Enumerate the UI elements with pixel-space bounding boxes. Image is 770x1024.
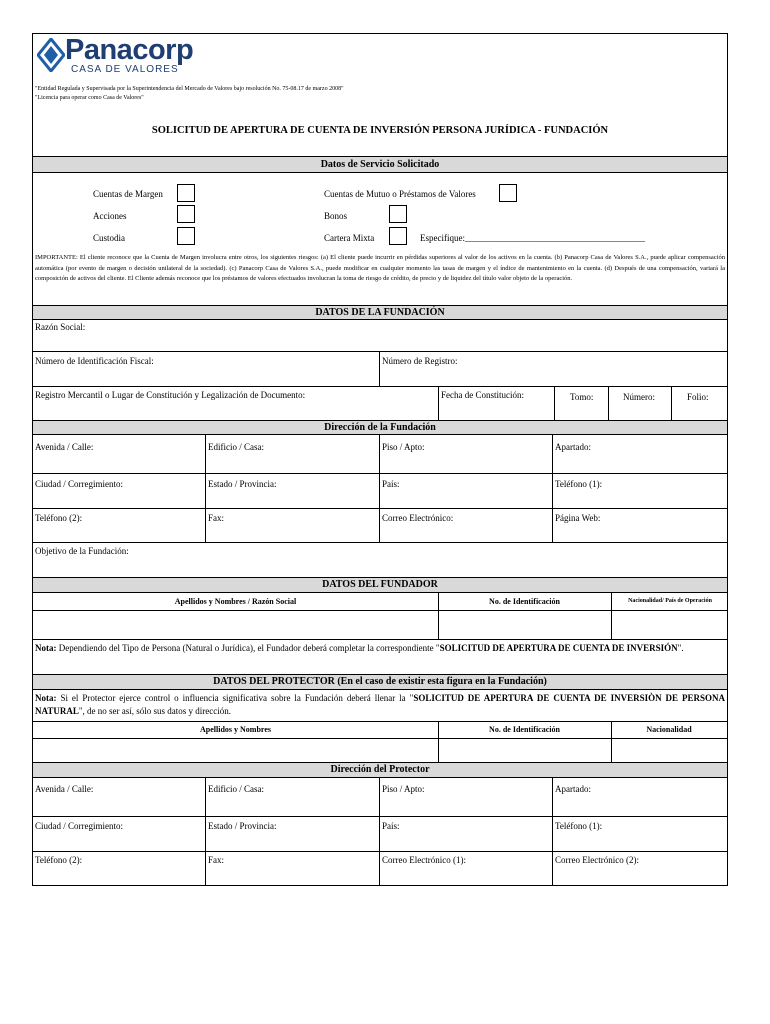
tomo-field[interactable]: Tomo: bbox=[570, 392, 594, 402]
section-fundador: DATOS DEL FUNDADOR bbox=[33, 577, 727, 593]
especifique-field[interactable]: Especifique:________________________________________ bbox=[420, 233, 645, 243]
fundador-row[interactable] bbox=[33, 611, 727, 639]
nif-field[interactable]: Número de Identificación Fiscal: bbox=[35, 356, 154, 366]
option-acciones-label: Acciones bbox=[93, 211, 127, 221]
option-margen-label: Cuentas de Margen bbox=[93, 189, 163, 199]
protector-col-nombres: Apellidos y Nombres bbox=[200, 725, 271, 734]
folio-field[interactable]: Folio: bbox=[687, 392, 709, 402]
fundador-col-id: No. de Identificación bbox=[489, 597, 560, 606]
fund-telefono1-field[interactable]: Teléfono (1): bbox=[555, 479, 603, 489]
fund-edificio-field[interactable]: Edificio / Casa: bbox=[208, 442, 264, 452]
option-bonos-label: Bonos bbox=[324, 211, 348, 221]
section-direccion-fundacion: Dirección de la Fundación bbox=[33, 420, 727, 435]
brand-name: Panacorp bbox=[65, 34, 194, 66]
prot-telefono1-field[interactable]: Teléfono (1): bbox=[555, 821, 603, 831]
protector-note-bold: SOLICITUD DE APERTURA DE CUENTA DE INVERSIÒN DE PERSONA NATURAL bbox=[35, 693, 725, 716]
prot-pais-field[interactable]: País: bbox=[382, 821, 400, 831]
section-servicio: Datos de Servicio Solicitado bbox=[33, 156, 727, 173]
checkbox-acciones[interactable] bbox=[177, 205, 195, 223]
prot-telefono2-field[interactable]: Teléfono (2): bbox=[35, 855, 83, 865]
diamond-logo-icon bbox=[37, 38, 65, 72]
option-custodia-label: Custodia bbox=[93, 233, 126, 243]
protector-note-label: Nota: bbox=[35, 693, 57, 703]
fund-piso-field[interactable]: Piso / Apto: bbox=[382, 442, 425, 452]
protector-note-text: Si el Protector ejerce control o influencia significativa sobre la Fundación deberá llenar la " bbox=[56, 693, 414, 703]
fund-correo-field[interactable]: Correo Electrónico: bbox=[382, 513, 454, 523]
prot-edificio-field[interactable]: Edificio / Casa: bbox=[208, 784, 264, 794]
importante-notice: IMPORTANTE: El cliente reconoce que la Cuenta de Margen involucra entre otros, los siguientes riesgos: (a) El cliente puede incurrir en pérdidas superiores al valor de los activos en la cuenta. (b) Panacorp Casa de Valores S.A., puede aplicar compensación automática (por evento de margen o decisión unilateral de la sociedad). (c) Panacorp Casa de Valores S.A., puede modificar en cualquier momento las tasas de margen y el índice de mantenimiento en la cuenta. (d) Después de una compensación, variará la composición de activos del cliente. El Cliente además reconoce que los préstamos de valores efectuados involucran la toma de riesgo de crédito, de precio y de liquidez del título valor objeto de la operación. bbox=[35, 254, 725, 282]
prot-avenida-field[interactable]: Avenida / Calle: bbox=[35, 784, 94, 794]
fund-web-field[interactable]: Página Web: bbox=[555, 513, 601, 523]
fecha-constitucion-field[interactable]: Fecha de Constitución: bbox=[441, 390, 524, 400]
checkbox-mutuo[interactable] bbox=[499, 184, 517, 202]
regulation-line: "Entidad Regulada y Supervisada por la Superintendencia del Mercado de Valores bajo resolución No. 75-08.17 de marzo 2008" bbox=[35, 86, 344, 92]
option-mutuo-label: Cuentas de Mutuo o Préstamos de Valores bbox=[324, 189, 476, 199]
protector-note-end: ", de no ser así, sólo sus datos y dirección. bbox=[78, 706, 231, 716]
protector-note bbox=[35, 692, 725, 718]
prot-fax-field[interactable]: Fax: bbox=[208, 855, 225, 865]
fund-apartado-field[interactable]: Apartado: bbox=[555, 442, 591, 452]
protector-col-nacionalidad: Nacionalidad bbox=[646, 725, 692, 734]
prot-apartado-field[interactable]: Apartado: bbox=[555, 784, 591, 794]
license-line: "Licencia para operar como Casa de Valores" bbox=[35, 95, 144, 101]
prot-estado-field[interactable]: Estado / Provincia: bbox=[208, 821, 277, 831]
checkbox-mixta[interactable] bbox=[389, 227, 407, 245]
razon-social-field[interactable]: Razón Social: bbox=[35, 322, 86, 332]
num-registro-field[interactable]: Número de Registro: bbox=[382, 356, 458, 366]
fundador-col-nombres: Apellidos y Nombres / Razón Social bbox=[174, 597, 297, 606]
numero-field[interactable]: Número: bbox=[623, 392, 655, 402]
fundador-note-text: Dependiendo del Tipo de Persona (Natural o Jurídica), el Fundador deberá completar la correspondiente " bbox=[56, 643, 440, 653]
fund-pais-field[interactable]: País: bbox=[382, 479, 400, 489]
checkbox-bonos[interactable] bbox=[389, 205, 407, 223]
fundador-note-end: ". bbox=[677, 643, 684, 653]
section-direccion-protector: Dirección del Protector bbox=[33, 762, 727, 778]
fund-fax-field[interactable]: Fax: bbox=[208, 513, 225, 523]
fundador-note-label: Nota: bbox=[35, 643, 57, 653]
section-fundacion: DATOS DE LA FUNDACIÓN bbox=[33, 305, 727, 320]
section-protector: DATOS DEL PROTECTOR (En el caso de existir esta figura en la Fundación) bbox=[33, 674, 727, 690]
form-title: SOLICITUD DE APERTURA DE CUENTA DE INVERSIÓN PERSONA JURÍDICA - FUNDACIÓN bbox=[151, 125, 609, 136]
checkbox-custodia[interactable] bbox=[177, 227, 195, 245]
prot-correo1-field[interactable]: Correo Electrónico (1): bbox=[382, 855, 466, 865]
fundador-col-nacionalidad: Nacionalidad/ País de Operación bbox=[628, 598, 712, 604]
fund-telefono2-field[interactable]: Teléfono (2): bbox=[35, 513, 83, 523]
fundador-note-bold: SOLICITUD DE APERTURA DE CUENTA DE INVERSIÓN bbox=[439, 643, 678, 653]
checkbox-margen[interactable] bbox=[177, 184, 195, 202]
account-opening-form bbox=[32, 33, 728, 886]
fund-avenida-field[interactable]: Avenida / Calle: bbox=[35, 442, 94, 452]
protector-row[interactable] bbox=[33, 739, 727, 762]
panacorp-logo bbox=[37, 36, 237, 76]
fund-estado-field[interactable]: Estado / Provincia: bbox=[208, 479, 277, 489]
brand-subtitle: CASA DE VALORES bbox=[71, 64, 179, 75]
protector-col-id: No. de Identificación bbox=[489, 725, 560, 734]
prot-piso-field[interactable]: Piso / Apto: bbox=[382, 784, 425, 794]
fundador-note bbox=[35, 642, 725, 655]
option-mixta-label: Cartera Mixta bbox=[324, 233, 375, 243]
prot-correo2-field[interactable]: Correo Electrónico (2): bbox=[555, 855, 639, 865]
prot-ciudad-field[interactable]: Ciudad / Corregimiento: bbox=[35, 821, 123, 831]
registro-mercantil-field[interactable]: Registro Mercantil o Lugar de Constitución y Legalización de Documento: bbox=[35, 390, 306, 400]
objetivo-field[interactable]: Objetivo de la Fundación: bbox=[35, 546, 129, 556]
fund-ciudad-field[interactable]: Ciudad / Corregimiento: bbox=[35, 479, 123, 489]
